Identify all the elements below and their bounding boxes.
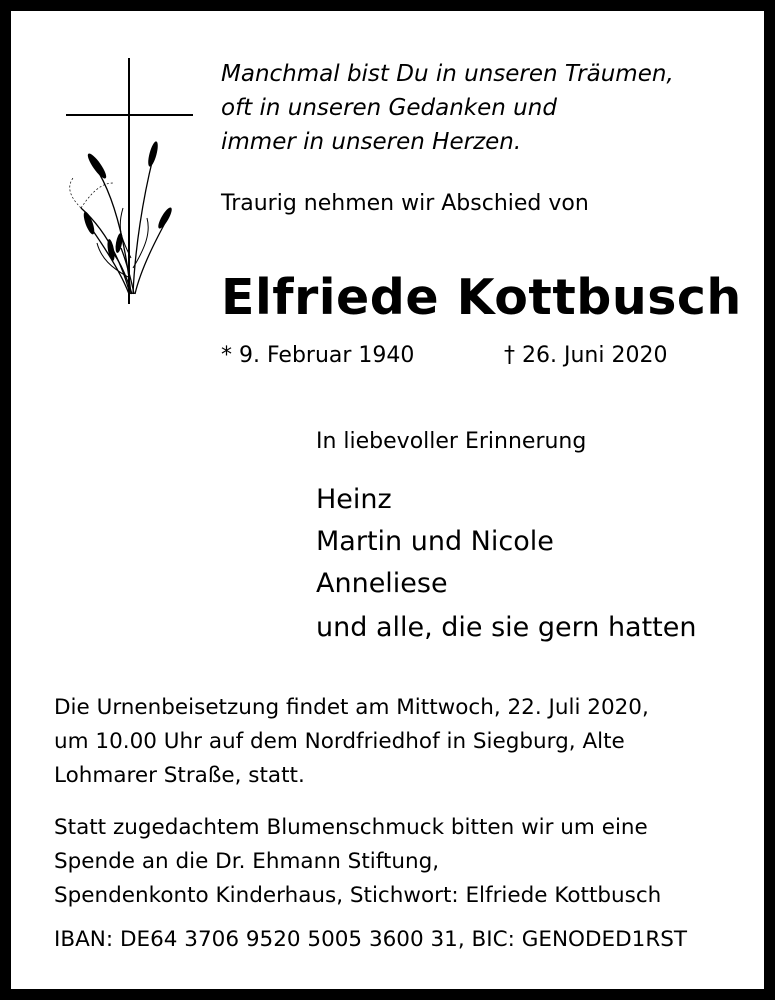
bank-details: IBAN: DE64 3706 9520 5005 3600 31, BIC: GENODED1RST	[54, 927, 688, 952]
mourner-name: Anneliese	[316, 568, 448, 599]
service-line: Die Urnenbeisetzung findet am Mittwoch, 22. Juli 2020,	[54, 695, 649, 720]
death-date: † 26. Juni 2020	[504, 343, 668, 368]
donation-line: Statt zugedachtem Blumenschmuck bitten wir um eine	[54, 815, 648, 840]
cross-with-wheat-icon	[61, 58, 196, 308]
farewell-intro: Traurig nehmen wir Abschied von	[221, 191, 589, 216]
mourner-name: Martin und Nicole	[316, 526, 554, 557]
service-line: Lohmarer Straße, statt.	[54, 763, 305, 788]
poem-line: oft in unseren Gedanken und	[221, 95, 557, 121]
poem-line: immer in unseren Herzen.	[221, 129, 522, 155]
birth-date: * 9. Februar 1940	[221, 343, 415, 368]
mourner-name: Heinz	[316, 484, 392, 515]
service-line: um 10.00 Uhr auf dem Nordfriedhof in Siegburg, Alte	[54, 729, 625, 754]
poem-line: Manchmal bist Du in unseren Träumen,	[221, 61, 674, 87]
remembrance-intro: In liebevoller Erinnerung	[316, 429, 587, 454]
deceased-name: Elfriede Kottbusch	[221, 269, 742, 326]
donation-line: Spendenkonto Kinderhaus, Stichwort: Elfriede Kottbusch	[54, 883, 662, 908]
obituary-card	[11, 11, 764, 989]
donation-line: Spende an die Dr. Ehmann Stiftung,	[54, 849, 440, 874]
mourner-name: und alle, die sie gern hatten	[316, 612, 697, 643]
